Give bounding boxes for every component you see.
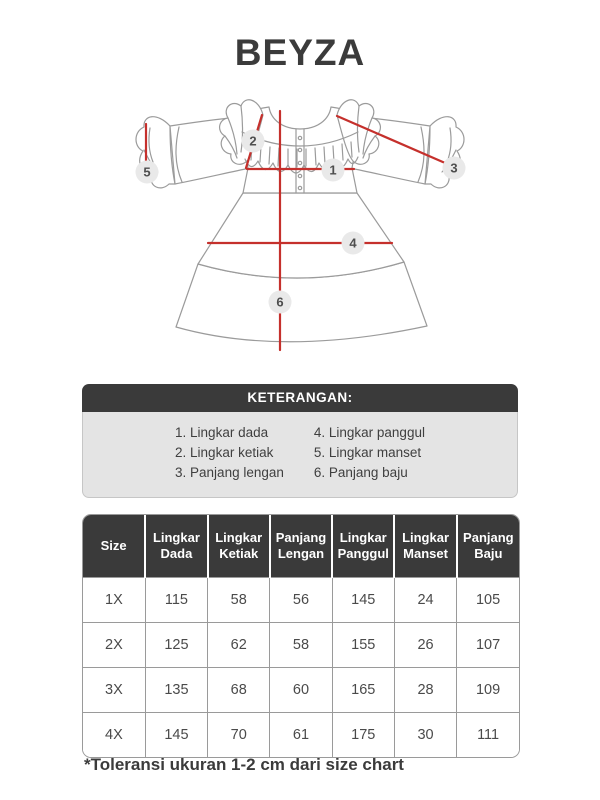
svg-text:1: 1 [329, 162, 337, 178]
button [298, 161, 301, 164]
marker-3 [443, 157, 466, 180]
value-cell: 60 [270, 668, 332, 713]
table-row-3x [83, 668, 519, 713]
col-header-lingkar-dada: Lingkar Dada [145, 515, 207, 578]
button [298, 174, 301, 177]
value-cell: 107 [457, 623, 519, 668]
legend-item: 3. Panjang lengan [175, 465, 284, 480]
button [298, 136, 301, 139]
col-header-size: Size [83, 515, 145, 578]
value-cell: 165 [332, 668, 394, 713]
legend-item: 2. Lingkar ketiak [175, 445, 274, 460]
size-cell: 2X [83, 623, 145, 668]
value-cell: 26 [394, 623, 456, 668]
value-cell: 62 [208, 623, 270, 668]
col-header-panjang-lengan: Panjang Lengan [270, 515, 332, 578]
legend-box [82, 384, 518, 498]
tolerance-footnote: *Toleransi ukuran 1-2 cm dari size chart [84, 755, 404, 774]
value-cell: 115 [145, 578, 207, 623]
size-cell: 1X [83, 578, 145, 623]
legend-body [82, 412, 518, 498]
col-header-lingkar-panggul: Lingkar Panggul [332, 515, 394, 578]
value-cell: 56 [270, 578, 332, 623]
marker-5 [136, 161, 159, 184]
legend-item: 1. Lingkar dada [175, 425, 269, 440]
legend-column-left [175, 423, 284, 483]
button [298, 186, 301, 189]
legend-column-right [314, 423, 425, 483]
skirt-upper-tier [198, 193, 404, 278]
value-cell: 145 [145, 713, 207, 758]
legend-header: KETERANGAN: [82, 384, 518, 412]
value-cell: 125 [145, 623, 207, 668]
size-cell: 4X [83, 713, 145, 758]
legend-item: 5. Lingkar manset [313, 445, 422, 460]
marker-1 [322, 159, 345, 182]
svg-text:3: 3 [450, 160, 458, 176]
col-header-panjang-baju: Panjang Baju [457, 515, 519, 578]
value-cell: 155 [332, 623, 394, 668]
value-cell: 135 [145, 668, 207, 713]
marker-2 [242, 130, 265, 153]
page-title: BEYZA [234, 32, 366, 73]
marker-4 [342, 232, 365, 255]
dress-measurement-diagram [0, 0, 600, 380]
value-cell: 58 [270, 623, 332, 668]
value-cell: 28 [394, 668, 456, 713]
value-cell: 145 [332, 578, 394, 623]
col-header-lingkar-manset: Lingkar Manset [394, 515, 456, 578]
value-cell: 109 [457, 668, 519, 713]
table-row-2x [83, 623, 519, 668]
svg-text:2: 2 [249, 133, 257, 149]
value-cell: 24 [394, 578, 456, 623]
size-cell: 3X [83, 668, 145, 713]
svg-text:6: 6 [276, 294, 284, 310]
button [298, 148, 301, 151]
value-cell: 111 [457, 713, 519, 758]
value-cell: 30 [394, 713, 456, 758]
table-row-1x [83, 578, 519, 623]
legend-item: 4. Lingkar panggul [313, 425, 425, 440]
value-cell: 61 [270, 713, 332, 758]
value-cell: 175 [332, 713, 394, 758]
table-row-4x [83, 713, 519, 758]
legend-item: 6. Panjang baju [313, 465, 408, 480]
value-cell: 68 [208, 668, 270, 713]
table-header-row [83, 515, 519, 578]
svg-text:5: 5 [143, 164, 151, 180]
value-cell: 70 [208, 713, 270, 758]
col-header-lingkar-ketiak: Lingkar Ketiak [208, 515, 270, 578]
marker-6 [269, 291, 292, 314]
value-cell: 105 [457, 578, 519, 623]
size-chart-table [82, 514, 520, 758]
value-cell: 58 [208, 578, 270, 623]
svg-text:4: 4 [349, 235, 357, 251]
